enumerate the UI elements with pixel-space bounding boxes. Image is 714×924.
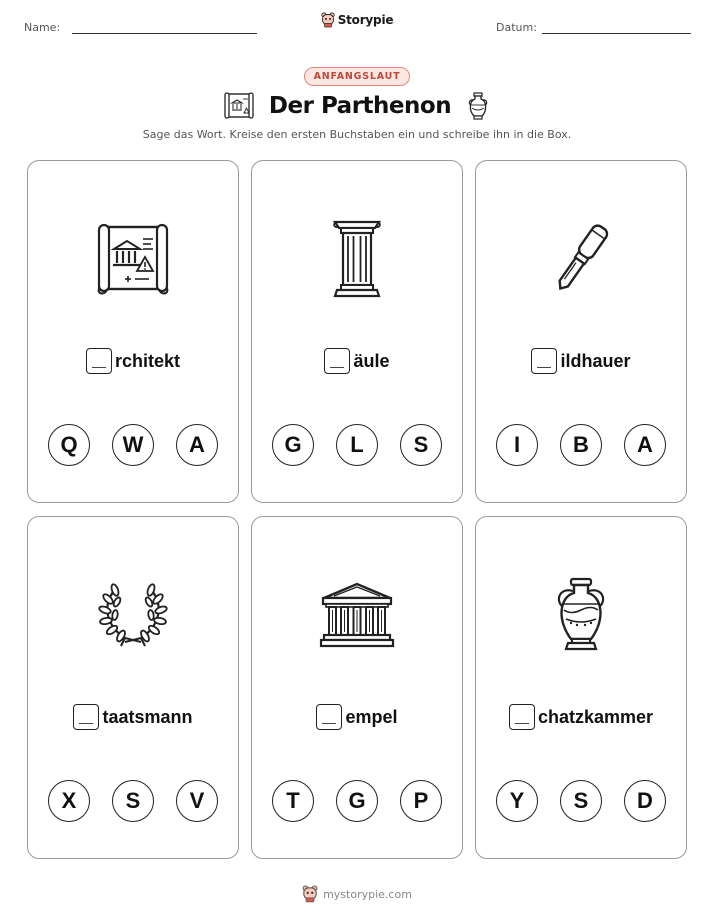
letter-option[interactable]: X: [48, 780, 90, 822]
topic-badge: ANFANGSLAUT: [304, 67, 411, 86]
word-stem: ildhauer: [560, 350, 631, 371]
letter-option[interactable]: G: [336, 780, 378, 822]
footer-url[interactable]: mystorypie.com: [323, 887, 412, 901]
word-card: [27, 516, 239, 859]
letter-option[interactable]: G: [272, 424, 314, 466]
title-row: [0, 91, 714, 121]
word-card: [27, 160, 239, 503]
answer-box[interactable]: [86, 348, 112, 374]
storypie-mascot-icon: [321, 12, 335, 28]
instructions: Sage das Wort. Kreise den ersten Buchstaben ein und schreibe ihn in die Box.: [142, 128, 572, 141]
name-line[interactable]: [72, 33, 257, 34]
word-card: [251, 516, 463, 859]
answer-box[interactable]: [324, 348, 350, 374]
answer-box[interactable]: [509, 704, 535, 730]
footer: [0, 885, 714, 903]
column-icon: [329, 218, 385, 300]
letter-option[interactable]: A: [176, 424, 218, 466]
amphora-icon: [465, 91, 491, 121]
page-title: Der Parthenon: [268, 93, 452, 119]
date-line[interactable]: [542, 33, 691, 34]
letter-option[interactable]: Y: [496, 780, 538, 822]
letter-option[interactable]: S: [560, 780, 602, 822]
name-label: Name:: [24, 21, 61, 34]
letter-option[interactable]: B: [560, 424, 602, 466]
letter-option[interactable]: S: [400, 424, 442, 466]
brand-logo: [0, 12, 714, 33]
storypie-mascot-icon: [302, 885, 318, 903]
answer-box[interactable]: [316, 704, 342, 730]
letter-option[interactable]: L: [336, 424, 378, 466]
brand-name: Storypie: [337, 13, 394, 27]
letter-option[interactable]: A: [624, 424, 666, 466]
blueprint-scroll-icon: [223, 91, 255, 121]
word-card: [475, 516, 687, 859]
letter-option[interactable]: P: [400, 780, 442, 822]
word-stem: rchitekt: [114, 350, 181, 371]
letter-option[interactable]: V: [176, 780, 218, 822]
answer-box[interactable]: [531, 348, 557, 374]
letter-option[interactable]: S: [112, 780, 154, 822]
letter-option[interactable]: W: [112, 424, 154, 466]
word-stem: chatzkammer: [537, 706, 654, 727]
date-label: Datum:: [496, 21, 537, 34]
blueprint-scroll-icon: [95, 221, 171, 297]
word-card: [475, 160, 687, 503]
word-stem: taatsmann: [102, 706, 193, 727]
greek-temple-icon: [318, 580, 396, 650]
letter-option[interactable]: T: [272, 780, 314, 822]
amphora-icon: [551, 577, 611, 653]
chisel-icon: [551, 219, 611, 299]
word-card: [251, 160, 463, 503]
word-stem: empel: [345, 706, 398, 727]
word-stem: äule: [353, 350, 390, 371]
letter-option[interactable]: D: [624, 780, 666, 822]
letter-option[interactable]: Q: [48, 424, 90, 466]
letter-option[interactable]: I: [496, 424, 538, 466]
laurel-wreath-icon: [95, 580, 171, 650]
answer-box[interactable]: [73, 704, 99, 730]
